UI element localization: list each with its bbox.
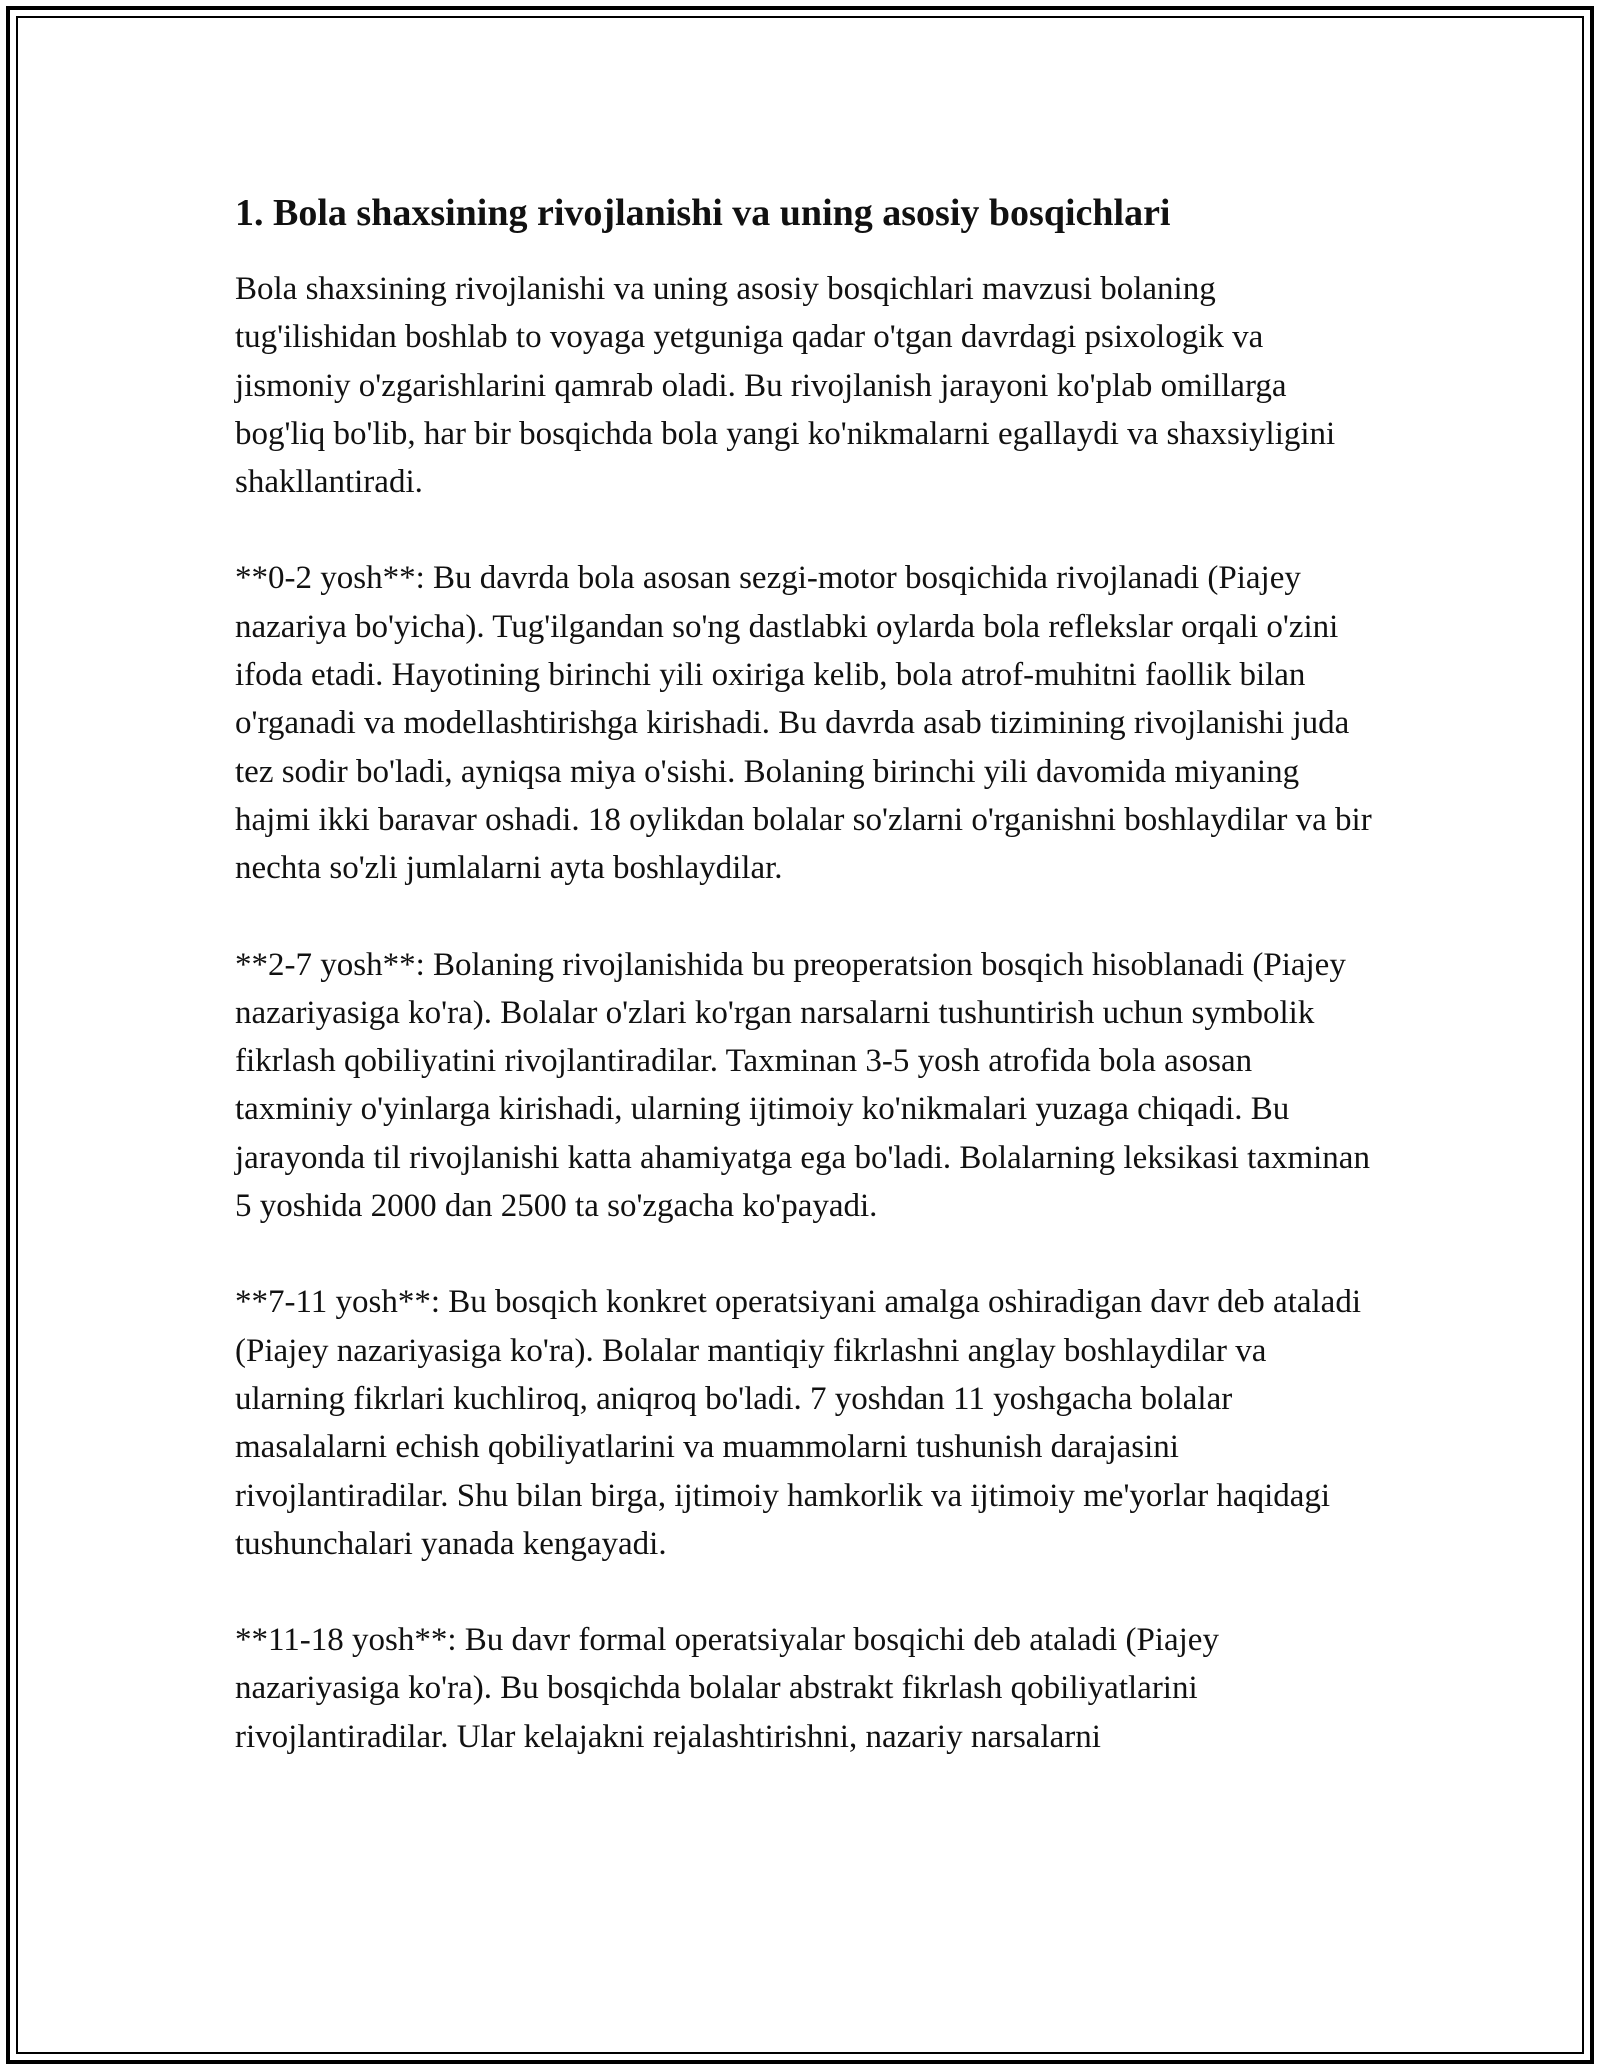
intro-paragraph: Bola shaxsining rivojlanishi va uning asosiy bosqichlari mavzusi bolaning tug'ilishidan boshlab to voyaga yetguniga qadar o'tgan davrdagi psixologik va jismoniy o'zgarishlarini qamrab oladi. Bu rivojlanish jarayoni ko'plab omillarga bog'liq bo'lib, har bir bosqichda bola yangi ko'nikmalarni egallaydi va shaxsiyligini shakllantiradi.: [235, 271, 1336, 501]
document-body: [235, 185, 1375, 1809]
section-heading: 1. Bola shaxsining rivojlanishi va uning asosiy bosqichlari: [235, 192, 1171, 234]
stage-11-18-paragraph: **11-18 yosh**: Bu davr formal operatsiyalar bosqichi deb ataladi (Piajey nazariyasiga ko'ra). Bu bosqichda bolalar abstrakt fikrlash qobiliyatlarini rivojlantiradilar. Ular kelajakni rejalashtirishni, nazariy narsalarni: [235, 1622, 1219, 1755]
stage-2-7-paragraph: **2-7 yosh**: Bolaning rivojlanishida bu preoperatsion bosqich hisoblanadi (Piajey nazariyasiga ko'ra). Bolalar o'zlari ko'rgan narsalarni tushuntirish uchun symbolik fikrlash qobiliyatini rivojlantiradilar. Taxminan 3-5 yosh atrofida bola asosan taxminiy o'yinlarga kirishadi, ularning ijtimoiy ko'nikmalari yuzaga chiqadi. Bu jarayonda til rivojlanishi katta ahamiyatga ega bo'ladi. Bolalarning leksikasi taxminan 5 yoshida 2000 dan 2500 ta so'zgacha ko'payadi.: [235, 946, 1370, 1225]
stage-7-11-paragraph: **7-11 yosh**: Bu bosqich konkret operatsiyani amalga oshiradigan davr deb ataladi (Piajey nazariyasiga ko'ra). Bolalar mantiqiy fikrlashni anglay boshlaydilar va ularning fikrlari kuchliroq, aniqroq bo'ladi. 7 yoshdan 11 yoshgacha bolalar masalalarni echish qobiliyatlarini va muammolarni tushunish darajasini rivojlantiradilar. Shu bilan birga, ijtimoiy hamkorlik va ijtimoiy me'yorlar haqidagi tushunchalari yanada kengayadi.: [235, 1284, 1361, 1562]
stage-0-2-paragraph: **0-2 yosh**: Bu davrda bola asosan sezgi-motor bosqichida rivojlanadi (Piajey nazariya bo'yicha). Tug'ilgandan so'ng dastlabki oylarda bola reflekslar orqali o'zini ifoda etadi. Hayotining birinchi yili oxiriga kelib, bola atrof-muhitni faollik bilan o'rganadi va modellashtirishga kirishadi. Bu davrda asab tizimining rivojlanishi juda tez sodir bo'ladi, ayniqsa miya o'sishi. Bolaning birinchi yili davomida miyaning hajmi ikki baravar oshadi. 18 oylikdan bolalar so'zlarni o'rganishni boshlaydilar va bir nechta so'zli jumlalarni ayta boshlaydilar.: [235, 560, 1372, 887]
